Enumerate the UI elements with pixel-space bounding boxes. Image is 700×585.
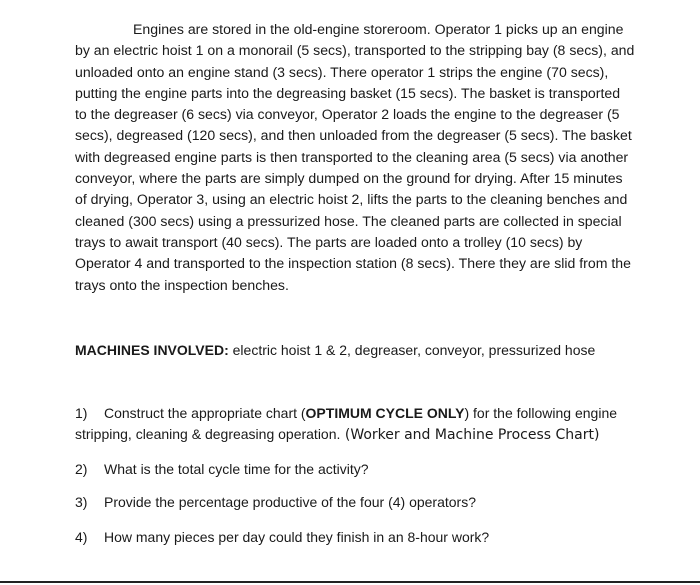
question-text: What is the total cycle time for the activity? <box>104 461 369 477</box>
question-number: 4) <box>75 529 88 545</box>
question-text-part: ) for the following engine stripping, cleaning & degreasing operation. <box>75 405 618 442</box>
machines-involved-line <box>75 340 675 360</box>
problem-description-paragraph: Engines are stored in the old-engine storeroom. Operator 1 picks up an engine by an electric hoist 1 on a monorail (5 secs), transported to the stripping bay (8 secs), and unloaded onto an engine stand (3 secs). There operator 1 strips the engine (70 secs), putting the engine parts into the degreasing basket (15 secs). The basket is transported to the degreaser (6 secs) via conveyor, Operator 2 loads the engine to the degreaser (5 secs), degreased (120 secs), and then unloaded from the degreaser (5 secs). The basket with degreased engine parts is then transported to the cleaning area (5 secs) via another conveyor, where the parts are simply dumped on the ground for drying. After 15 minutes of drying, Operator 3, using an electric hoist 2, lifts the parts to the cleaning benches and cleaned (300 secs) using a pressurized hose. The cleaned parts are collected in special trays to await transport (40 secs). The parts are loaded onto a trolley (10 secs) by Operator 4 and transported to the inspection station (8 secs). There they are slid from the trays onto the inspection benches. <box>75 21 635 293</box>
question-list <box>75 403 665 548</box>
machines-involved-list: electric hoist 1 & 2, degreaser, conveyor, pressurized hose <box>232 342 596 358</box>
chart-type-note: (Worker and Machine Process Chart) <box>340 427 600 443</box>
question-number: 2) <box>75 461 88 477</box>
question-item-1 <box>75 403 665 446</box>
question-item-2 <box>75 459 665 480</box>
question-emphasis: OPTIMUM CYCLE ONLY <box>305 405 465 421</box>
bottom-divider <box>0 581 700 583</box>
question-item-4 <box>75 527 665 548</box>
question-text: How many pieces per day could they finish in an 8-hour work? <box>104 529 490 545</box>
question-text: Provide the percentage productive of the four (4) operators? <box>104 494 476 510</box>
question-number: 1) <box>75 405 88 421</box>
question-number: 3) <box>75 494 88 510</box>
question-item-3 <box>75 492 665 513</box>
question-text-part: Construct the appropriate chart ( <box>104 405 306 421</box>
machines-involved-label: MACHINES INVOLVED: <box>75 342 229 358</box>
